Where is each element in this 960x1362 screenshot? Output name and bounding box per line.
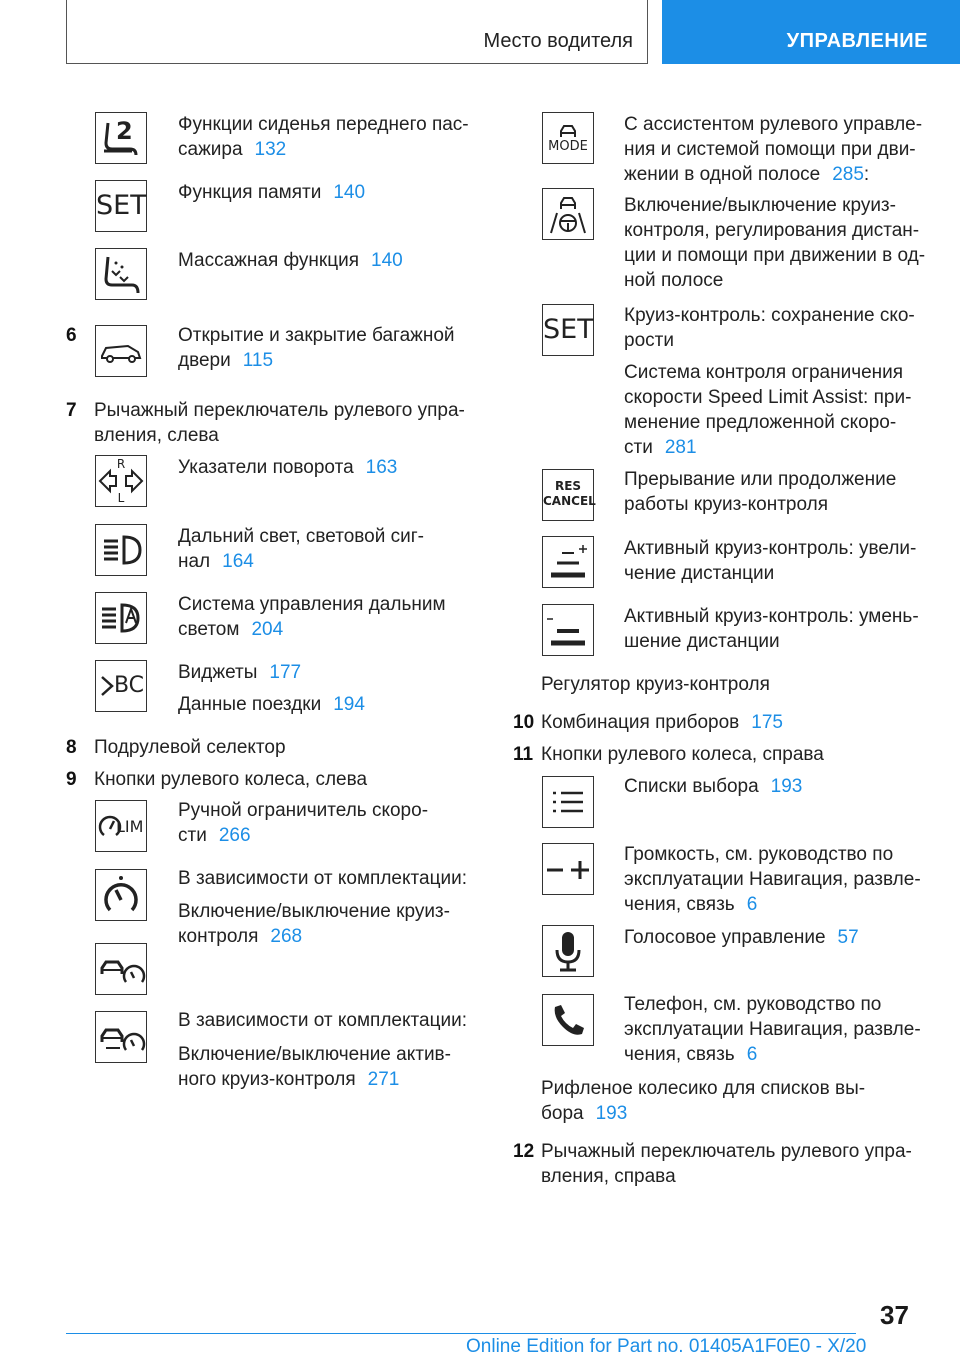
massage-text: Массажная функция 140 <box>178 250 403 271</box>
item-number: 7 <box>66 400 77 421</box>
high-beam-assist-text: Система управления дальним светом 204 <box>178 594 446 640</box>
page-ref[interactable]: 194 <box>333 694 365 715</box>
massage-seat-icon <box>95 248 147 300</box>
microphone-icon <box>542 925 594 977</box>
page-ref[interactable]: 193 <box>770 776 803 797</box>
page-ref[interactable]: 6 <box>746 894 758 915</box>
item-number: 12 <box>513 1141 535 1162</box>
speed-limit-assist-text: Система контроля ограничения скорости Speed Limit Assist: при- менение предложенной скоро- сти 281 <box>624 362 912 458</box>
speed-limiter-icon: LIM <box>95 800 147 852</box>
set-icon: SET <box>542 304 594 356</box>
res-cancel-icon: RES CANCEL <box>542 469 594 521</box>
volume-text: Громкость, см. руководство по эксплуатации Навигация, развле- чения, связь 6 <box>624 844 921 915</box>
page-ref[interactable]: 115 <box>242 350 274 371</box>
item-number: 8 <box>66 737 77 758</box>
header-section-box <box>66 0 648 64</box>
page-ref[interactable]: 164 <box>222 551 254 572</box>
page-ref[interactable]: 132 <box>254 139 287 160</box>
page-ref[interactable]: 285 <box>832 164 864 185</box>
page-ref[interactable]: 175 <box>751 712 783 733</box>
tailgate-text: Открытие и закрытие багажной двери 115 <box>178 325 455 371</box>
turn-signal-text: Указатели поворота 163 <box>178 457 398 478</box>
bc-icon: BC <box>95 660 147 712</box>
set-icon: SET <box>95 180 147 232</box>
page-ref[interactable]: 140 <box>333 182 366 203</box>
item-number: 11 <box>513 744 534 765</box>
footer-edition: Online Edition for Part no. 01405A1F0E0 - X/20 <box>466 1336 867 1357</box>
header-chapter-title: УПРАВЛЕНИЕ <box>786 30 928 52</box>
page-ref[interactable]: 271 <box>367 1069 400 1090</box>
right-stalk-text: Рычажный переключатель рулевого упра- вления, справа <box>541 1141 912 1187</box>
distance-increase-icon <box>542 536 594 588</box>
page-ref[interactable]: 268 <box>270 926 303 947</box>
active-cruise-control-icon <box>95 1011 147 1063</box>
page-ref[interactable]: 163 <box>365 457 398 478</box>
item-number: 6 <box>66 325 77 346</box>
cruise-control-car-icon <box>95 943 147 995</box>
volume-icon <box>542 843 594 895</box>
widgets-text: Виджеты 177 <box>178 662 302 683</box>
header-section-title: Место водителя <box>483 30 633 52</box>
page-ref[interactable]: 193 <box>595 1103 628 1124</box>
voice-control-text: Голосовое управление 57 <box>624 927 859 948</box>
seat-functions-text: Функции сиденья переднего пас- сажира 132 <box>178 114 469 160</box>
speed-limiter-text: Ручной ограничитель скоро- сти 266 <box>178 800 429 846</box>
high-beam-text: Дальний свет, световой сиг- нал 164 <box>178 526 424 572</box>
page-ref[interactable]: 177 <box>269 662 302 683</box>
acc-toggle-text: Включение/выключение актив- ного круиз-контроля 271 <box>178 1044 451 1090</box>
high-beam-assist-icon <box>95 592 147 644</box>
high-beam-icon <box>95 524 147 576</box>
page-ref[interactable]: 204 <box>251 619 284 640</box>
acc-availability-text: В зависимости от комплектации: <box>178 1010 467 1031</box>
mode-icon: MODE <box>542 112 594 164</box>
page-ref[interactable]: 6 <box>746 1044 758 1065</box>
cruise-control-gauge-icon <box>95 869 147 921</box>
cruise-availability-text: В зависимости от комплектации: <box>178 868 467 889</box>
distance-decrease-icon <box>542 604 594 656</box>
page-ref[interactable]: 266 <box>218 825 251 846</box>
phone-icon <box>542 994 594 1046</box>
header-chapter-tab <box>662 0 960 64</box>
mode-text: С ассистентом рулевого управле- ния и системой помощи при дви- жении в одной полосе 285: <box>624 114 923 185</box>
tailgate-icon <box>95 325 147 377</box>
page-ref[interactable]: 140 <box>371 250 403 271</box>
driving-assistant-text: Включение/выключение круиз- контроля, регулирования дистан- ции и помощи при движении в од- ной полосе <box>624 195 926 291</box>
list-icon <box>542 776 594 828</box>
driving-assistant-icon <box>542 188 594 240</box>
store-speed-text: Круиз-контроль: сохранение ско- рости <box>624 305 915 351</box>
left-wheel-buttons-text: Кнопки рулевого колеса, слева <box>94 769 368 790</box>
item-number: 9 <box>66 769 77 790</box>
distance-decrease-text: Активный круиз-контроль: умень- шение дистанции <box>624 606 919 652</box>
memory-text: Функция памяти 140 <box>178 182 366 203</box>
instrument-cluster-text: Комбинация приборов 175 <box>541 712 783 733</box>
item-number: 10 <box>513 712 535 733</box>
res-cancel-text: Прерывание или продолжение работы круиз-контроля <box>624 469 897 515</box>
left-stalk-text: Рычажный переключатель рулевого упра- вления, слева <box>94 400 465 446</box>
trip-data-text: Данные поездки 194 <box>178 694 365 715</box>
cruise-regulator-text: Регулятор круиз-контроля <box>541 674 770 695</box>
selection-lists-text: Списки выбора 193 <box>624 776 803 797</box>
page-ref[interactable]: 57 <box>837 927 859 948</box>
page-ref[interactable]: 281 <box>664 437 697 458</box>
thumbwheel-text: Рифленое колесико для списков вы- бора 193 <box>541 1078 866 1124</box>
seat-2-icon: 2 <box>95 112 147 164</box>
phone-text: Телефон, см. руководство по эксплуатации Навигация, развле- чения, связь 6 <box>624 994 921 1065</box>
gear-selector-text: Подрулевой селектор <box>94 737 286 758</box>
page-number: 37 <box>880 1300 909 1330</box>
cruise-toggle-text: Включение/выключение круиз- контроля 268 <box>178 901 450 947</box>
footer-divider <box>66 1333 856 1334</box>
right-wheel-buttons-text: Кнопки рулевого колеса, справа <box>541 744 824 765</box>
distance-increase-text: Активный круиз-контроль: увели- чение дистанции <box>624 538 917 584</box>
turn-signal-icon: R L <box>95 455 147 507</box>
